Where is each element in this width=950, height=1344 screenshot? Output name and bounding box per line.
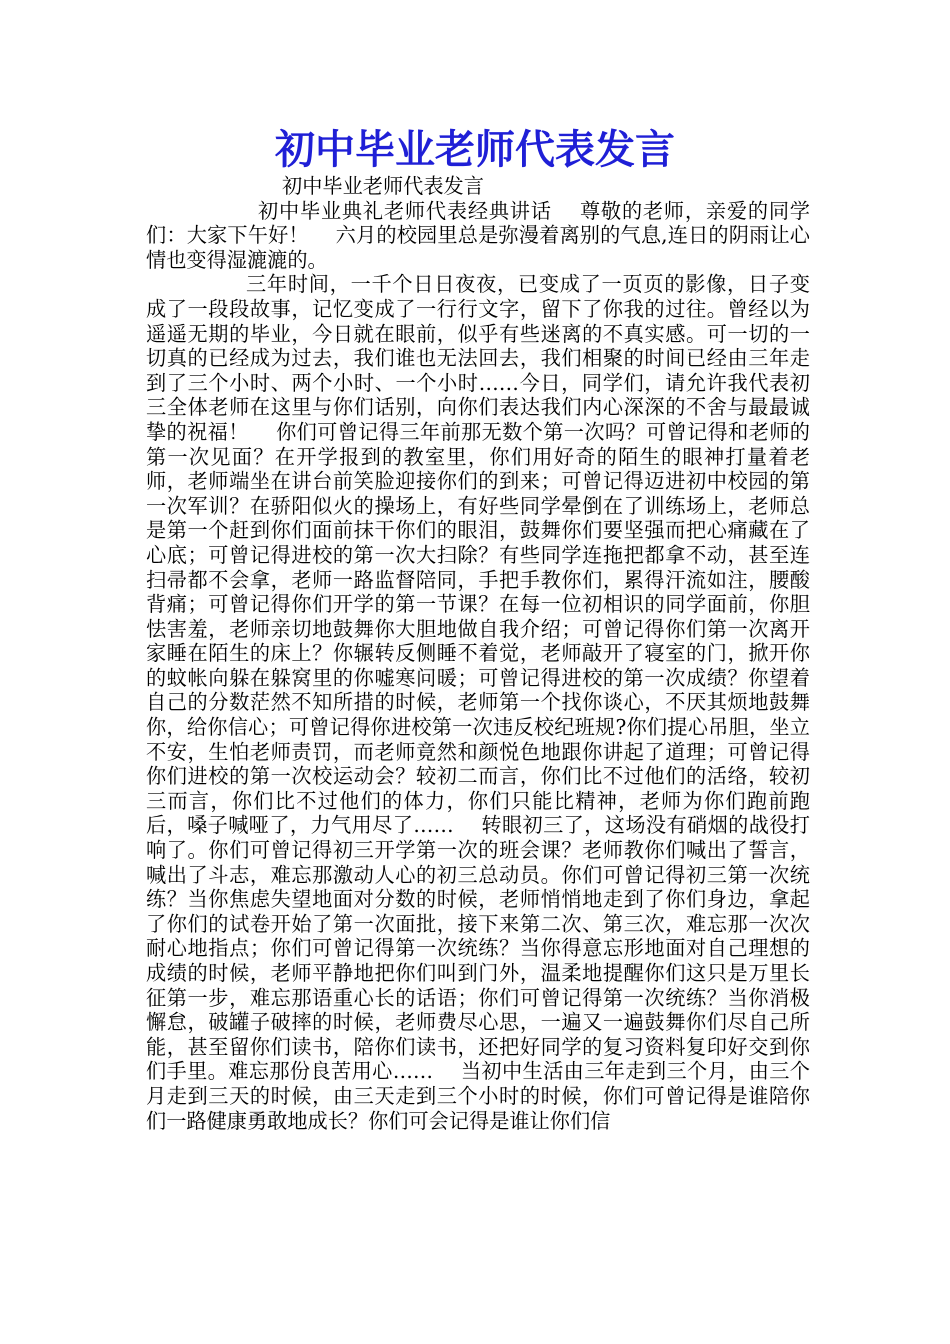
paragraph-opening: 初中毕业典礼老师代表经典讲话 尊敬的老师，亲爱的同学们：大家下午好！ 六月的校园里总是弥漫着离别的气息,连日的阴雨让心情也变得湿漉漉的。	[146, 198, 810, 272]
document-title: 初中毕业老师代表发言	[275, 126, 675, 173]
paragraph-main: 三年时间，一千个日日夜夜，已变成了一页页的影像，日子变成了一段段故事，记忆变成了一行行文字，留下了你我的过往。曾经以为遥遥无期的毕业，今日就在眼前，似乎有些迷离的不真实感。可一切的一切真的已经成为过去，我们谁也无法回去，我们相聚的时间已经由三年走到了三个小时、两个小时、一个小时……今日，同学们，请允许我代表初三全体老师在这里与你们话别，向你们表达我们内心深深的不舍与最最诚挚的祝福！ 你们可曾记得三年前那无数个第一次吗？可曾记得和老师的第一次见面？在开学报到的教室里，你们用好奇的陌生的眼神打量着老师，老师端坐在讲台前笑脸迎接你们的到来；可曾记得迈进初中校园的第一次军训？在骄阳似火的操场上，有好些同学晕倒在了训练场上，老师总是第一个赶到你们面前抹干你们的眼泪，鼓舞你们要坚强而把心痛藏在了心底；可曾记得进校的第一次大扫除？有些同学连拖把都拿不动，甚至连扫帚都不会拿，老师一路监督陪同，手把手教你们，累得汗流如注，腰酸背痛；可曾记得你们开学的第一节课？在每一位初相识的同学面前，你胆怯害羞，老师亲切地鼓舞你大胆地做自我介绍；可曾记得你们第一次离开家睡在陌生的床上？你辗转反侧睡不着觉，老师敲开了寝室的门，掀开你的蚊帐向躲在躲窝里的你嘘寒问暖；可曾记得进校的第一次成绩？你望着自己的分数茫然不知所措的时候，老师第一个找你谈心，不厌其烦地鼓舞你，给你信心；可曾记得你进校第一次违反校纪班规?你们提心吊胆，坐立不安，生怕老师责罚，而老师竟然和颜悦色地跟你讲起了道理；可曾记得你们进校的第一次校运动会？较初二而言，你们比不过他们的活络，较初三而言，你们比不过他们的体力，你们只能比精神，老师为你们跑前跑后，嗓子喊哑了，力气用尽了…… 转眼初三了，这场没有硝烟的战役打响了。你们可曾记得初三开学第一次的班会课？老师教你们喊出了誓言，喊出了斗志，难忘那激动人心的初三总动员。你们可曾记得初三第一次统练？当你焦虑失望地面对分数的时候，老师悄悄地走到了你们身边，拿起了你们的试卷开始了第一次面批，接下来第二次、第三次，难忘那一次次耐心地指点；你们可曾记得第一次统练？当你得意忘形地面对自己理想的成绩的时候，老师平静地把你们叫到门外，温柔地提醒你们这只是万里长征第一步，难忘那语重心长的话语；你们可曾记得第一次统练？当你消极懈怠，破罐子破摔的时候，老师费尽心思，一遍又一遍鼓舞你们尽自己所能，甚至留你们读书，陪你们读书，还把好同学的复习资料复印好交到你们手里。难忘那份良苦用心…… 当初中生活由三年走到三个月，由三个月走到三天的时候，由三天走到三个小时的时候，你们可曾记得是谁陪你们一路健康勇敢地成长？你们可会记得是谁让你们信	[146, 272, 810, 1133]
document-subtitle: 初中毕业老师代表发言	[282, 174, 484, 198]
document-body	[146, 174, 810, 1133]
